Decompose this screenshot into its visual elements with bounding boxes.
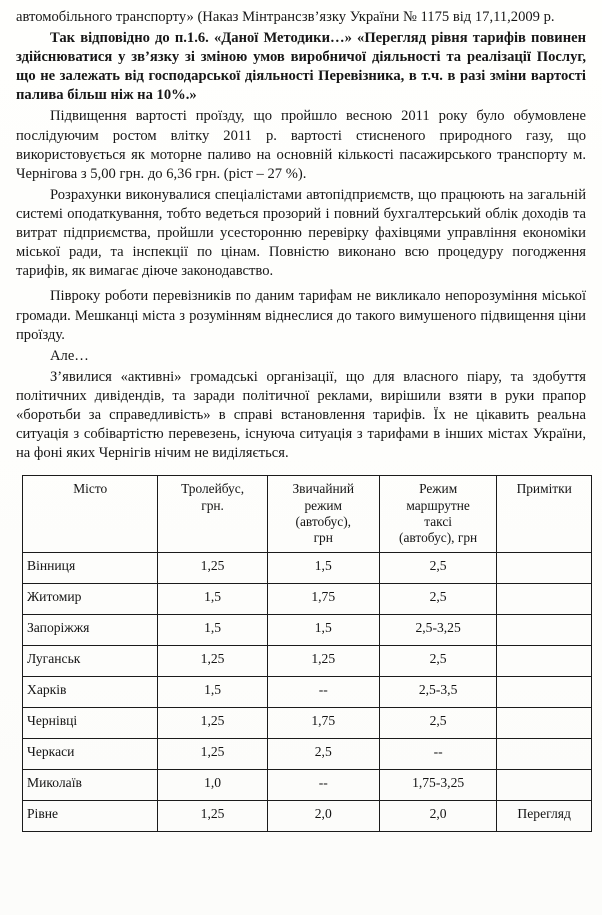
paragraph-fare-increase: Підвищення вартості проїзду, що пройшло весною 2011 року було обумовлене послідуючим ростом влітку 2011 р. вартості стисненого природного газу, що використовується як моторне паливо на основній кількості пасажирського транспорту м. Чернігова з 5,00 грн. до 6,36 грн. (ріст – 27 %).: [16, 108, 586, 182]
cell-taxi: 2,5-3,5: [379, 676, 497, 707]
cell-usual: 1,75: [267, 583, 379, 614]
cell-usual: 2,0: [267, 800, 379, 831]
table-row: [23, 738, 592, 769]
table-row: [23, 707, 592, 738]
table-row: [23, 583, 592, 614]
cell-taxi: 2,5: [379, 583, 497, 614]
cell-trolleybus: 1,5: [158, 614, 267, 645]
cell-trolleybus: 1,25: [158, 552, 267, 583]
cell-taxi: 2,5: [379, 645, 497, 676]
cell-city: Луганськ: [23, 645, 158, 676]
cell-notes: [497, 645, 592, 676]
cell-taxi: --: [379, 738, 497, 769]
cell-usual: --: [267, 676, 379, 707]
cell-trolleybus: 1,5: [158, 676, 267, 707]
table-header-row: [23, 476, 592, 552]
cell-trolleybus: 1,5: [158, 583, 267, 614]
cell-notes: [497, 707, 592, 738]
cell-usual: 1,5: [267, 614, 379, 645]
cell-city: Миколаїв: [23, 769, 158, 800]
cell-trolleybus: 1,25: [158, 800, 267, 831]
cell-taxi: 2,5-3,25: [379, 614, 497, 645]
cell-city: Харків: [23, 676, 158, 707]
table-header-usual-mode: Звичайний режим (автобус), грн: [267, 476, 379, 552]
cell-notes: [497, 769, 592, 800]
table-header-city: Місто: [23, 476, 158, 552]
paragraph-six-months: Півроку роботи перевізників по даним тарифам не викликало непорозуміння міської громади. Мешканці міста з розумінням віднеслися до такого вимушеного підвищення ціни проїзду.: [16, 288, 586, 343]
cell-taxi: 1,75-3,25: [379, 769, 497, 800]
table-header: [23, 476, 592, 552]
table-body: [23, 552, 592, 831]
cell-city: Житомир: [23, 583, 158, 614]
table-row: [23, 552, 592, 583]
table-row: [23, 645, 592, 676]
paragraph-header-continuation: автомобільного транспорту» (Наказ Мінтрансзв’язку України № 1175 від 17,11,2009 р.: [16, 9, 555, 25]
cell-trolleybus: 1,25: [158, 738, 267, 769]
table-header-notes: Примітки: [497, 476, 592, 552]
table-row: [23, 614, 592, 645]
cell-notes: [497, 614, 592, 645]
cell-city: Чернівці: [23, 707, 158, 738]
cell-city: Рівне: [23, 800, 158, 831]
cell-city: Вінниця: [23, 552, 158, 583]
paragraph-calculations: Розрахунки виконувалися спеціалістами автопідприємств, що працюють на загальній системі оподаткування, тобто ведеться прозорий і повний бухгалтерський облік доходів та витрат підприємства, пройшли усесторонню перевірку фахівцями управління економіки міської ради, та інспекції по цінам. Повністю виконано всю процедуру погодження тарифів, як вимагає діюче законодавство.: [16, 186, 586, 280]
cell-taxi: 2,5: [379, 707, 497, 738]
table-row: [23, 769, 592, 800]
cell-usual: 1,25: [267, 645, 379, 676]
cell-notes: [497, 583, 592, 614]
cell-usual: 2,5: [267, 738, 379, 769]
cell-city: Запоріжжя: [23, 614, 158, 645]
table-row: [23, 676, 592, 707]
cell-trolleybus: 1,25: [158, 645, 267, 676]
table-row: [23, 800, 592, 831]
cell-usual: 1,5: [267, 552, 379, 583]
cell-trolleybus: 1,25: [158, 707, 267, 738]
cell-notes: [497, 738, 592, 769]
cell-city: Черкаси: [23, 738, 158, 769]
cell-usual: 1,75: [267, 707, 379, 738]
paragraph-but: Але…: [50, 347, 89, 364]
cell-notes: [497, 676, 592, 707]
paragraph-methodology-quote: Так відповідно до п.1.6. «Даної Методики…» «Перегляд рівня тарифів повинен здійснюватися у зв’язку зі зміною умов виробничої діяльності та реалізації Послуг, що не залежать від господарської діяльності Перевізника, в т.ч. в разі зміни вартості палива більш ніж на 10%.»: [16, 29, 586, 104]
cell-taxi: 2,5: [379, 552, 497, 583]
tariff-table: [22, 475, 592, 831]
cell-notes: [497, 552, 592, 583]
cell-usual: --: [267, 769, 379, 800]
table-header-route-taxi: Режим маршрутне таксі (автобус), грн: [379, 476, 497, 552]
cell-taxi: 2,0: [379, 800, 497, 831]
table-header-trolleybus: Тролейбус, грн.: [158, 476, 267, 552]
cell-notes: Перегляд: [497, 800, 592, 831]
cell-trolleybus: 1,0: [158, 769, 267, 800]
paragraph-activists: З’явилися «активні» громадські організації, що для власного піару, та здобуття політичних дивідендів, та заради політичної реклами, вирішили взяти в руки прапор «боротьби за справедливість» в справі встановлення тарифів. Їх не цікавить реальна ситуація з собівартістю перевезень, існуюча ситуація з тарифами в інших містах України, на фоні яких Чернігів нічим не виділяється.: [16, 368, 586, 462]
